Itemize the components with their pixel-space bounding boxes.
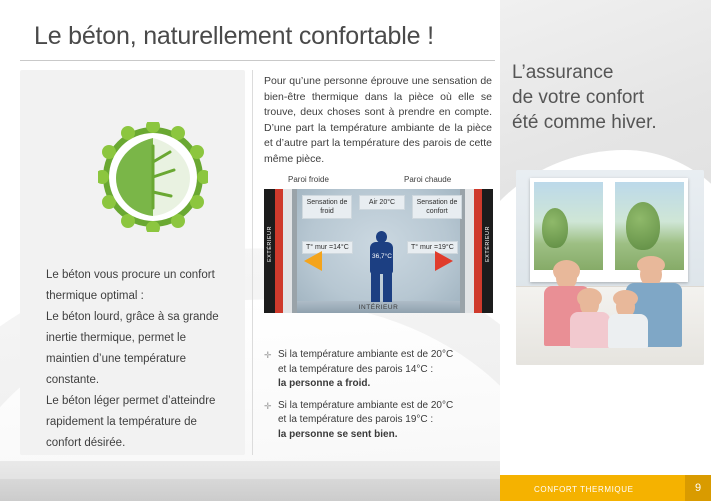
diagram-exterior-left <box>264 189 275 313</box>
diagram-wall-hot-layer-2 <box>465 189 474 313</box>
photo-tree-icon <box>626 202 660 250</box>
diagram-arrow-right-icon <box>435 251 453 271</box>
right-title-line-3: été comme hiver. <box>512 112 657 133</box>
photo-person-girl-body <box>570 312 610 348</box>
diagram-label-hot-wall: Paroi chaude <box>404 175 452 184</box>
right-panel-title <box>512 60 707 135</box>
intro-paragraph: Pour qu’une personne éprouve une sensation de bien-être thermique dans la pièce où elle se trouve, deux choses sont à prendre en compte. D’une part la température ambiante de la pièce et d’autre part la température des parois de cette même pièce. <box>264 75 492 165</box>
background-bottom-strip <box>0 479 500 501</box>
bullet-list <box>264 348 499 449</box>
left-paragraph-1: Le béton vous procure un confort thermique optimal : <box>46 269 215 302</box>
photo-person-boy-body <box>608 314 648 348</box>
bullet-2-line-1: Si la température ambiante est de 20°C <box>278 399 454 411</box>
diagram-exterior-right-label: EXTÉRIEUR <box>485 226 491 262</box>
diagram-canvas <box>264 189 493 313</box>
left-panel <box>20 70 245 455</box>
bullet-1-emphasis: la personne a froid. <box>278 378 371 389</box>
family-photo <box>516 170 704 365</box>
diagram-wall-cold-layer-3 <box>292 189 297 313</box>
bullet-marker-icon: ✛ <box>264 350 272 360</box>
footer-page-number-box <box>685 475 711 501</box>
column-divider <box>252 70 253 455</box>
diagram-body-temperature: 36,7°C <box>372 253 392 260</box>
diagram-person-leg-right <box>383 272 392 302</box>
diagram-arrow-left-icon <box>304 251 322 271</box>
page-title: Le béton, naturellement confortable ! <box>34 22 434 50</box>
left-panel-text <box>46 265 228 454</box>
right-title-line-1: L’assurance <box>512 62 614 83</box>
left-paragraph-2: Le béton lourd, grâce à sa grande inertie thermique, permet le maintien d’une température constante. <box>46 311 219 386</box>
right-title-line-2: de votre confort <box>512 87 645 108</box>
photo-tree-icon <box>542 208 568 248</box>
diagram-person-icon <box>367 231 395 301</box>
left-paragraph-3: Le béton léger permet d’atteindre rapidement la température de confort désirée. <box>46 395 216 449</box>
bullet-2-emphasis: la personne se sent bien. <box>278 428 398 440</box>
diagram-wall-cold-layer-2 <box>283 189 292 313</box>
thermal-diagram <box>264 175 493 327</box>
footer-section-label: CONFORT THERMIQUE <box>534 485 634 494</box>
diagram-wall-hot-layer-1 <box>474 189 482 313</box>
diagram-wall-temp-cold: T° mur =14°C <box>302 241 353 254</box>
list-item <box>264 399 499 443</box>
photo-window-mullion <box>603 182 615 270</box>
bullet-marker-icon: ✛ <box>264 400 272 411</box>
diagram-label-cold-wall: Paroi froide <box>288 175 329 184</box>
list-item <box>264 348 499 392</box>
bullet-2-line-2: et la température des parois 19°C : <box>278 414 434 425</box>
right-panel <box>500 0 711 501</box>
diagram-box-air-temp: Air 20°C <box>359 195 405 210</box>
bullet-1-line-2: et la température des parois 14°C : <box>278 363 434 375</box>
diagram-person-leg-left <box>371 272 380 302</box>
diagram-exterior-right <box>482 189 493 313</box>
diagram-interior-label: INTÉRIEUR <box>358 304 399 311</box>
diagram-box-comfort-sensation: Sensation de confort <box>412 195 462 219</box>
diagram-box-cold-sensation: Sensation de froid <box>302 195 352 219</box>
diagram-exterior-left-label: EXTÉRIEUR <box>267 226 273 262</box>
diagram-wall-cold-layer-1 <box>275 189 283 313</box>
header-divider <box>20 60 495 61</box>
diagram-wall-temp-hot: T° mur =19°C <box>407 241 458 254</box>
page-number: 9 <box>694 482 702 494</box>
leaf-snowflake-icon <box>98 122 208 232</box>
bullet-1-line-1: Si la température ambiante est de 20°C <box>278 349 454 360</box>
